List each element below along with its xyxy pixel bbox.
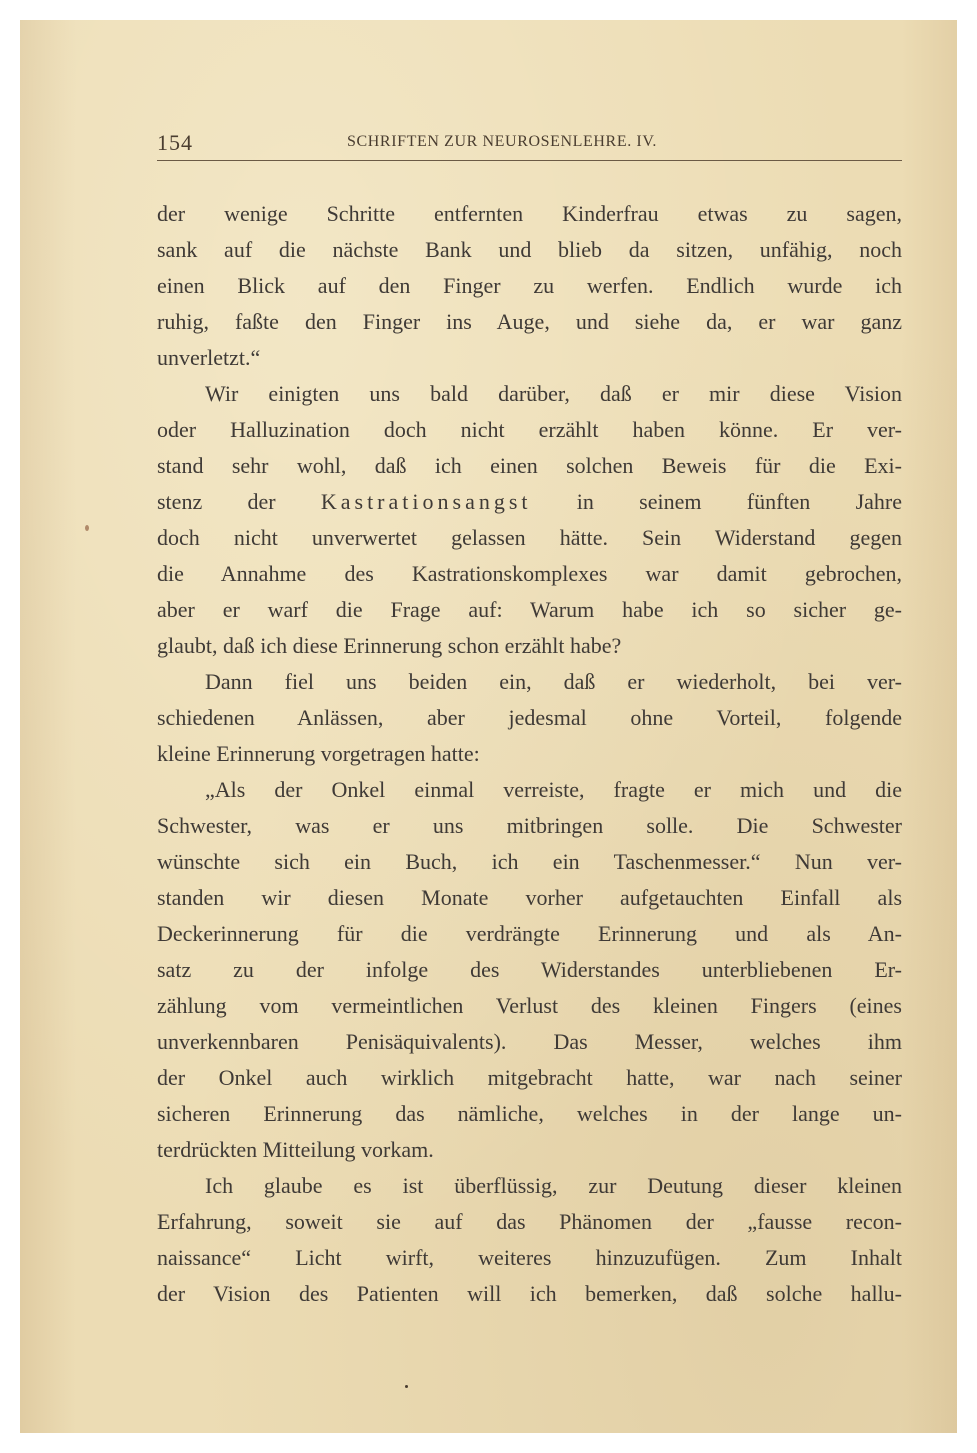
text-line: naissance“ Licht wirft, weiteres hinzuzufügen. Zum Inhalt — [157, 1245, 902, 1270]
text-line: Erfahrung, soweit sie auf das Phänomen der „fausse recon- — [157, 1209, 902, 1234]
text-line: unverletzt.“ — [157, 345, 261, 370]
text-line: oder Halluzination doch nicht erzählt haben könne. Er ver- — [157, 417, 902, 442]
text-line: stand sehr wohl, daß ich einen solchen Beweis für die Exi- — [157, 453, 902, 478]
text-line: glaubt, daß ich diese Erinnerung schon erzählt habe? — [157, 633, 622, 658]
text-line: aber er warf die Frage auf: Warum habe ich so sicher ge- — [157, 597, 902, 622]
text-line: Wir einigten uns bald darüber, daß er mir diese Vision — [205, 381, 902, 406]
running-title: SCHRIFTEN ZUR NEUROSENLEHRE. IV. — [347, 133, 658, 150]
text-line: terdrückten Mitteilung vorkam. — [157, 1137, 434, 1162]
text-line: Schwester, was er uns mitbringen solle. Die Schwester — [157, 813, 902, 838]
text-line: wünschte sich ein Buch, ich ein Taschenmesser.“ Nun ver- — [157, 849, 902, 874]
text-line: ruhig, faßte den Finger ins Auge, und siehe da, er war ganz — [157, 309, 902, 334]
text-line: Dann fiel uns beiden ein, daß er wiederholt, bei ver- — [205, 669, 902, 694]
text-line: Deckerinnerung für die verdrängte Erinnerung und als An- — [157, 921, 902, 946]
ink-speck — [405, 1385, 408, 1388]
book-page — [20, 20, 957, 1433]
spaced-emphasis: Kastrationsangst — [320, 489, 532, 514]
text-line: schiedenen Anlässen, aber jedesmal ohne Vorteil, folgende — [157, 705, 902, 730]
text-line: unverkennbaren Penisäquivalents). Das Messer, welches ihm — [157, 1029, 902, 1054]
text-line: Ich glaube es ist überflüssig, zur Deutung dieser kleinen — [205, 1173, 902, 1198]
text-line: einen Blick auf den Finger zu werfen. Endlich wurde ich — [157, 273, 902, 298]
text-line: „Als der Onkel einmal verreiste, fragte er mich und die — [205, 777, 902, 802]
text-line: der wenige Schritte entfernten Kinderfrau etwas zu sagen, — [157, 201, 902, 226]
line-segment: stenz der — [157, 489, 321, 514]
text-line: standen wir diesen Monate vorher aufgetauchten Einfall als — [157, 885, 902, 910]
text-line: satz zu der infolge des Widerstandes unterbliebenen Er- — [157, 957, 902, 982]
page-number: 154 — [157, 130, 193, 155]
text-line: der Onkel auch wirklich mitgebracht hatte, war nach seiner — [157, 1065, 902, 1090]
text-line: sicheren Erinnerung das nämliche, welches in der lange un- — [157, 1101, 902, 1126]
text-line: der Vision des Patienten will ich bemerken, daß solche hallu- — [157, 1281, 902, 1306]
body-text — [157, 196, 902, 1312]
ink-speck — [85, 525, 89, 531]
text-line: doch nicht unverwertet gelassen hätte. Sein Widerstand gegen — [157, 525, 902, 550]
text-line: kleine Erinnerung vorgetragen hatte: — [157, 741, 480, 766]
text-line: die Annahme des Kastrationskomplexes war damit gebrochen, — [157, 561, 902, 586]
text-line-emphasis — [157, 484, 902, 520]
text-line: zählung vom vermeintlichen Verlust des kleinen Fingers (eines — [157, 993, 902, 1018]
text-line: sank auf die nächste Bank und blieb da sitzen, unfähig, noch — [157, 237, 902, 262]
page-header — [157, 130, 902, 161]
line-segment: in seinem fünften Jahre — [531, 489, 903, 514]
